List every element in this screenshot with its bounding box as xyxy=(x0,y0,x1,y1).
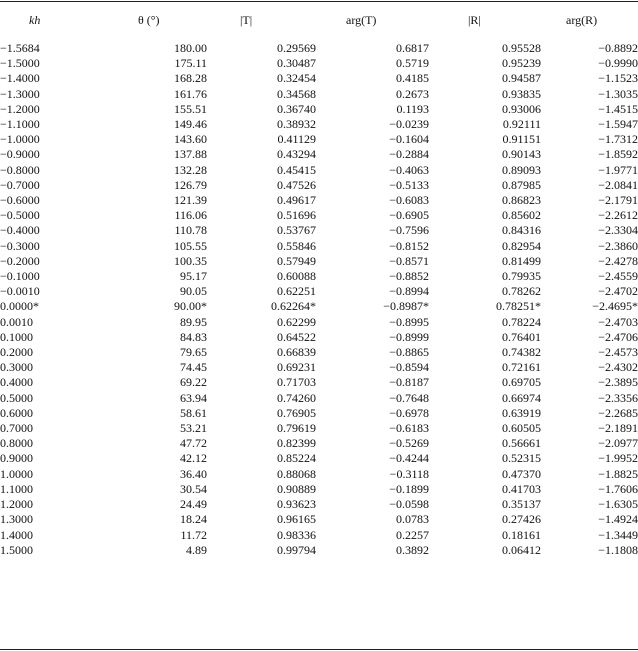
kh-cell: −0.5000 xyxy=(0,208,40,223)
kh-cell: −0.4000 xyxy=(0,223,40,238)
abs-t-cell: 0.47526 xyxy=(277,177,316,192)
abs-r-cell: 0.76401 xyxy=(502,329,541,344)
kh-cell: 0.1000 xyxy=(0,329,33,344)
abs-t-cell: 0.93623 xyxy=(277,497,316,512)
kh-cell: 0.0000* xyxy=(0,299,39,314)
arg-r-cell: −0.8892 xyxy=(598,41,638,55)
arg-t-cell: −0.0598 xyxy=(389,497,429,512)
header-arg-t: arg(T) xyxy=(346,13,377,27)
kh-cell: −0.0010 xyxy=(0,284,40,299)
kh-cell: −1.4000 xyxy=(0,71,40,86)
arg-t-cell: −0.8995 xyxy=(389,314,429,329)
arg-t-cell: −0.3118 xyxy=(389,466,429,481)
table-row xyxy=(0,223,638,238)
abs-t-cell: 0.64522 xyxy=(277,329,316,344)
top-rule xyxy=(0,1,638,2)
arg-t-cell: 0.3892 xyxy=(396,542,429,557)
abs-r-cell: 0.91151 xyxy=(502,132,541,147)
table-row xyxy=(0,284,638,299)
table-header xyxy=(0,13,638,35)
table-row xyxy=(0,375,638,390)
arg-t-cell: 0.0783 xyxy=(396,512,429,527)
kh-cell: 0.6000 xyxy=(0,405,33,420)
abs-r-cell: 0.85602 xyxy=(502,208,541,223)
kh-cell: 0.0010 xyxy=(0,314,33,329)
table-row xyxy=(0,193,638,208)
kh-cell: 0.8000 xyxy=(0,436,33,451)
theta-cell: 18.24 xyxy=(180,512,207,527)
abs-t-cell: 0.96165 xyxy=(277,512,316,527)
table-row xyxy=(0,512,638,527)
arg-r-cell: −2.2612 xyxy=(598,208,638,223)
table-row xyxy=(0,497,638,512)
kh-cell: 1.4000 xyxy=(0,527,33,542)
arg-r-cell: −2.4302 xyxy=(598,360,638,375)
header-arg-r: arg(R) xyxy=(566,13,598,27)
table-row xyxy=(0,254,638,269)
theta-cell: 11.72 xyxy=(180,527,207,542)
table-row xyxy=(0,35,638,56)
arg-t-cell: −0.8594 xyxy=(389,360,429,375)
abs-t-cell: 0.98336 xyxy=(277,527,316,542)
arg-t-cell: −0.7648 xyxy=(389,390,429,405)
kh-cell: 0.4000 xyxy=(0,375,33,390)
kh-cell: −1.5000 xyxy=(0,56,40,71)
abs-r-cell: 0.95528 xyxy=(502,41,541,55)
table-row xyxy=(0,132,638,147)
abs-t-cell: 0.74260 xyxy=(277,390,316,405)
theta-cell: 168.28 xyxy=(174,71,207,86)
table-row xyxy=(0,315,638,330)
kh-cell: −0.1000 xyxy=(0,269,40,284)
arg-r-cell: −1.1808 xyxy=(598,542,638,557)
bottom-rule xyxy=(0,649,638,650)
kh-cell: −1.1000 xyxy=(0,117,40,132)
table-row xyxy=(0,330,638,345)
abs-t-cell: 0.55846 xyxy=(277,238,316,253)
table-body xyxy=(0,35,638,558)
arg-r-cell: −2.4559 xyxy=(598,269,638,284)
theta-cell: 36.40 xyxy=(180,466,207,481)
theta-cell: 4.89 xyxy=(186,542,207,557)
abs-r-cell: 0.78262 xyxy=(502,284,541,299)
arg-t-cell: −0.2884 xyxy=(389,147,429,162)
arg-r-cell: −1.5947 xyxy=(598,117,638,132)
arg-r-cell: −2.4702 xyxy=(598,284,638,299)
theta-cell: 175.11 xyxy=(174,56,207,71)
theta-cell: 180.00 xyxy=(174,41,207,55)
abs-r-cell: 0.60505 xyxy=(502,421,541,436)
arg-t-cell: −0.5133 xyxy=(389,177,429,192)
arg-t-cell: 0.6817 xyxy=(396,41,429,55)
arg-t-cell: −0.8571 xyxy=(389,253,429,268)
abs-t-cell: 0.49617 xyxy=(277,193,316,208)
table-row xyxy=(0,178,638,193)
kh-cell: −0.6000 xyxy=(0,193,40,208)
abs-r-cell: 0.82954 xyxy=(502,238,541,253)
arg-r-cell: −2.2685 xyxy=(598,405,638,420)
abs-t-cell: 0.79619 xyxy=(277,421,316,436)
kh-cell: 0.3000 xyxy=(0,360,33,375)
abs-r-cell: 0.72161 xyxy=(502,360,541,375)
arg-r-cell: −1.6305 xyxy=(598,497,638,512)
arg-t-cell: −0.0239 xyxy=(389,117,429,132)
theta-cell: 69.22 xyxy=(180,375,207,390)
abs-t-cell: 0.53767 xyxy=(277,223,316,238)
kh-cell: −0.7000 xyxy=(0,177,40,192)
abs-r-cell: 0.93835 xyxy=(502,86,541,101)
theta-cell: 155.51 xyxy=(174,101,207,116)
table-row xyxy=(0,360,638,375)
theta-cell: 161.76 xyxy=(174,86,207,101)
abs-t-cell: 0.69231 xyxy=(277,360,316,375)
abs-r-cell: 0.78251* xyxy=(496,299,541,314)
abs-t-cell: 0.71703 xyxy=(277,375,316,390)
abs-t-cell: 0.43294 xyxy=(277,147,316,162)
kh-cell: 0.5000 xyxy=(0,390,33,405)
table-row xyxy=(0,451,638,466)
theta-cell: 47.72 xyxy=(180,436,207,451)
kh-cell: 1.5000 xyxy=(0,542,33,557)
theta-cell: 74.45 xyxy=(180,360,207,375)
arg-t-cell: −0.8987* xyxy=(383,299,429,314)
theta-cell: 53.21 xyxy=(180,421,207,436)
table-row xyxy=(0,102,638,117)
theta-cell: 110.78 xyxy=(174,223,207,238)
arg-r-cell: −2.3304 xyxy=(598,223,638,238)
arg-t-cell: 0.2673 xyxy=(396,86,429,101)
arg-r-cell: −1.7312 xyxy=(598,132,638,147)
theta-cell: 90.05 xyxy=(180,284,207,299)
abs-r-cell: 0.27426 xyxy=(502,512,541,527)
abs-r-cell: 0.94587 xyxy=(502,71,541,86)
table-row xyxy=(0,543,638,558)
theta-cell: 95.17 xyxy=(180,269,207,284)
arg-r-cell: −2.4573 xyxy=(598,345,638,360)
abs-r-cell: 0.18161 xyxy=(502,527,541,542)
header-kh: kh xyxy=(29,13,41,27)
arg-r-cell: −2.1791 xyxy=(598,193,638,208)
theta-cell: 132.28 xyxy=(174,162,207,177)
theta-cell: 58.61 xyxy=(180,405,207,420)
kh-cell: 1.2000 xyxy=(0,497,33,512)
abs-t-cell: 0.34568 xyxy=(277,86,316,101)
table-row xyxy=(0,345,638,360)
arg-r-cell: −2.1891 xyxy=(598,421,638,436)
abs-t-cell: 0.76905 xyxy=(277,405,316,420)
abs-r-cell: 0.63919 xyxy=(502,405,541,420)
header-row xyxy=(0,13,638,35)
table-row xyxy=(0,163,638,178)
abs-t-cell: 0.36740 xyxy=(277,101,316,116)
arg-t-cell: −0.6905 xyxy=(389,208,429,223)
theta-cell: 63.94 xyxy=(180,390,207,405)
kh-cell: 0.9000 xyxy=(0,451,33,466)
theta-cell: 121.39 xyxy=(174,193,207,208)
table-row xyxy=(0,436,638,451)
abs-r-cell: 0.41703 xyxy=(502,481,541,496)
arg-t-cell: −0.6083 xyxy=(389,193,429,208)
arg-t-cell: −0.8865 xyxy=(389,345,429,360)
kh-cell: 1.3000 xyxy=(0,512,33,527)
theta-cell: 90.00* xyxy=(174,299,207,314)
arg-t-cell: −0.4063 xyxy=(389,162,429,177)
abs-r-cell: 0.84316 xyxy=(502,223,541,238)
abs-t-cell: 0.60088 xyxy=(277,269,316,284)
arg-r-cell: −2.4703 xyxy=(598,314,638,329)
theta-cell: 79.65 xyxy=(180,345,207,360)
theta-cell: 42.12 xyxy=(180,451,207,466)
arg-r-cell: −1.9952 xyxy=(598,451,638,466)
table-row xyxy=(0,406,638,421)
abs-t-cell: 0.66839 xyxy=(277,345,316,360)
abs-t-cell: 0.62299 xyxy=(277,314,316,329)
abs-r-cell: 0.92111 xyxy=(502,117,541,132)
arg-r-cell: −2.0841 xyxy=(598,177,638,192)
abs-t-cell: 0.45415 xyxy=(277,162,316,177)
arg-t-cell: −0.8152 xyxy=(389,238,429,253)
kh-cell: 0.7000 xyxy=(0,421,33,436)
header-theta: θ (°) xyxy=(138,13,160,27)
table-row xyxy=(0,482,638,497)
abs-r-cell: 0.79935 xyxy=(502,269,541,284)
arg-r-cell: −2.4706 xyxy=(598,329,638,344)
results-table xyxy=(0,13,638,558)
arg-t-cell: −0.7596 xyxy=(389,223,429,238)
abs-t-cell: 0.29569 xyxy=(277,41,316,55)
abs-r-cell: 0.86823 xyxy=(502,193,541,208)
kh-cell: −1.0000 xyxy=(0,132,40,147)
arg-t-cell: −0.5269 xyxy=(389,436,429,451)
kh-cell: 1.1000 xyxy=(0,481,33,496)
abs-t-cell: 0.90889 xyxy=(277,481,316,496)
table-row xyxy=(0,299,638,314)
kh-cell: −0.8000 xyxy=(0,162,40,177)
theta-cell: 105.55 xyxy=(174,238,207,253)
theta-cell: 116.06 xyxy=(174,208,207,223)
arg-t-cell: −0.8852 xyxy=(389,269,429,284)
abs-t-cell: 0.82399 xyxy=(277,436,316,451)
abs-r-cell: 0.47370 xyxy=(502,466,541,481)
kh-cell: −1.5684 xyxy=(0,41,40,55)
arg-r-cell: −1.9771 xyxy=(598,162,638,177)
arg-r-cell: −2.0977 xyxy=(598,436,638,451)
table-row xyxy=(0,528,638,543)
arg-r-cell: −1.7606 xyxy=(598,481,638,496)
header-abs-t: |T| xyxy=(240,13,253,27)
table-row xyxy=(0,391,638,406)
arg-r-cell: −2.3860 xyxy=(598,238,638,253)
kh-cell: −0.3000 xyxy=(0,238,40,253)
abs-t-cell: 0.32454 xyxy=(277,71,316,86)
arg-t-cell: 0.4185 xyxy=(396,71,429,86)
theta-cell: 143.60 xyxy=(174,132,207,147)
abs-t-cell: 0.51696 xyxy=(277,208,316,223)
abs-t-cell: 0.30487 xyxy=(277,56,316,71)
arg-r-cell: −0.9990 xyxy=(598,56,638,71)
arg-r-cell: −2.3895 xyxy=(598,375,638,390)
theta-cell: 100.35 xyxy=(174,253,207,268)
arg-r-cell: −1.4515 xyxy=(598,101,638,116)
abs-r-cell: 0.35137 xyxy=(502,497,541,512)
arg-r-cell: −2.4278 xyxy=(598,253,638,268)
abs-t-cell: 0.41129 xyxy=(277,132,316,147)
arg-t-cell: −0.6183 xyxy=(389,421,429,436)
abs-t-cell: 0.62251 xyxy=(277,284,316,299)
theta-cell: 30.54 xyxy=(180,481,207,496)
kh-cell: 0.2000 xyxy=(0,345,33,360)
arg-t-cell: −0.4244 xyxy=(389,451,429,466)
kh-cell: −0.2000 xyxy=(0,253,40,268)
theta-cell: 24.49 xyxy=(180,497,207,512)
abs-r-cell: 0.74382 xyxy=(502,345,541,360)
arg-t-cell: −0.6978 xyxy=(389,405,429,420)
kh-cell: −0.9000 xyxy=(0,147,40,162)
table-row xyxy=(0,239,638,254)
arg-t-cell: −0.8999 xyxy=(389,329,429,344)
arg-t-cell: 0.1193 xyxy=(396,101,429,116)
abs-r-cell: 0.56661 xyxy=(502,436,541,451)
arg-r-cell: −2.4695* xyxy=(592,299,638,314)
kh-cell: −1.3000 xyxy=(0,86,40,101)
theta-cell: 149.46 xyxy=(174,117,207,132)
abs-r-cell: 0.90143 xyxy=(502,147,541,162)
abs-r-cell: 0.52315 xyxy=(502,451,541,466)
arg-t-cell: 0.2257 xyxy=(396,527,429,542)
abs-r-cell: 0.89093 xyxy=(502,162,541,177)
abs-r-cell: 0.66974 xyxy=(502,390,541,405)
abs-r-cell: 0.81499 xyxy=(502,253,541,268)
abs-r-cell: 0.78224 xyxy=(502,314,541,329)
abs-r-cell: 0.69705 xyxy=(502,375,541,390)
kh-cell: −1.2000 xyxy=(0,101,40,116)
arg-r-cell: −1.3449 xyxy=(598,527,638,542)
table-row xyxy=(0,208,638,223)
abs-r-cell: 0.93006 xyxy=(502,101,541,116)
theta-cell: 126.79 xyxy=(174,177,207,192)
abs-r-cell: 0.95239 xyxy=(502,56,541,71)
table-row xyxy=(0,269,638,284)
arg-r-cell: −1.4924 xyxy=(598,512,638,527)
kh-cell: 1.0000 xyxy=(0,466,33,481)
abs-r-cell: 0.87985 xyxy=(502,177,541,192)
arg-r-cell: −2.3356 xyxy=(598,390,638,405)
arg-t-cell: 0.5719 xyxy=(396,56,429,71)
abs-t-cell: 0.85224 xyxy=(277,451,316,466)
table-row xyxy=(0,117,638,132)
table-row xyxy=(0,421,638,436)
theta-cell: 89.95 xyxy=(180,314,207,329)
table-row xyxy=(0,147,638,162)
arg-t-cell: −0.8187 xyxy=(389,375,429,390)
table-row xyxy=(0,87,638,102)
arg-r-cell: −1.8825 xyxy=(598,466,638,481)
theta-cell: 137.88 xyxy=(174,147,207,162)
arg-r-cell: −1.1523 xyxy=(598,71,638,86)
arg-t-cell: −0.8994 xyxy=(389,284,429,299)
header-abs-r: |R| xyxy=(468,13,481,27)
arg-t-cell: −0.1604 xyxy=(389,132,429,147)
table-row xyxy=(0,71,638,86)
abs-t-cell: 0.62264* xyxy=(271,299,316,314)
abs-t-cell: 0.99794 xyxy=(277,542,316,557)
arg-r-cell: −1.8592 xyxy=(598,147,638,162)
arg-t-cell: −0.1899 xyxy=(389,481,429,496)
abs-r-cell: 0.06412 xyxy=(502,542,541,557)
table-row xyxy=(0,467,638,482)
abs-t-cell: 0.38932 xyxy=(277,117,316,132)
abs-t-cell: 0.57949 xyxy=(277,253,316,268)
table-row xyxy=(0,56,638,71)
arg-r-cell: −1.3035 xyxy=(598,86,638,101)
theta-cell: 84.83 xyxy=(180,329,207,344)
abs-t-cell: 0.88068 xyxy=(277,466,316,481)
